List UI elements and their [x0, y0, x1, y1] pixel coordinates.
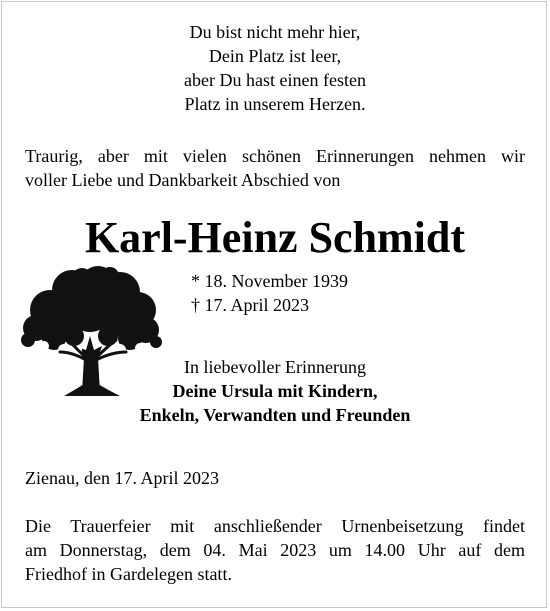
funeral-info	[25, 514, 525, 586]
intro-line: voller Liebe und Dankbarkeit Abschied von	[25, 170, 341, 190]
intro-line: Traurig, aber mit vielen schönen Erinnerungen nehmen wir	[25, 146, 525, 166]
memory-block	[0, 355, 550, 427]
memory-intro: In liebevoller Erinnerung	[184, 357, 366, 377]
funeral-line: Die Trauerfeier mit anschließender Urnenbeisetzung findet	[25, 516, 525, 536]
poem-line: Dein Platz ist leer,	[208, 46, 342, 66]
birth-date: * 18. November 1939	[191, 271, 348, 291]
deceased-name: Karl-Heinz Schmidt	[84, 213, 466, 262]
poem-line: aber Du hast einen festen	[184, 70, 366, 90]
funeral-line: Friedhof in Gardelegen statt.	[25, 564, 232, 584]
mourners-line: Enkeln, Verwandten und Freunden	[139, 405, 411, 425]
death-date: † 17. April 2023	[191, 295, 310, 315]
poem-line: Du bist nicht mehr hier,	[189, 22, 361, 42]
poem-line: Platz in unserem Herzen.	[184, 94, 366, 114]
poem	[0, 20, 550, 116]
life-dates	[191, 269, 348, 317]
intro-text	[25, 144, 525, 192]
mourners-line: Deine Ursula mit Kindern,	[172, 381, 378, 401]
place-date: Zienau, den 17. April 2023	[25, 468, 219, 488]
funeral-line: am Donnerstag, dem 04. Mai 2023 um 14.00 Uhr auf dem	[25, 540, 525, 560]
